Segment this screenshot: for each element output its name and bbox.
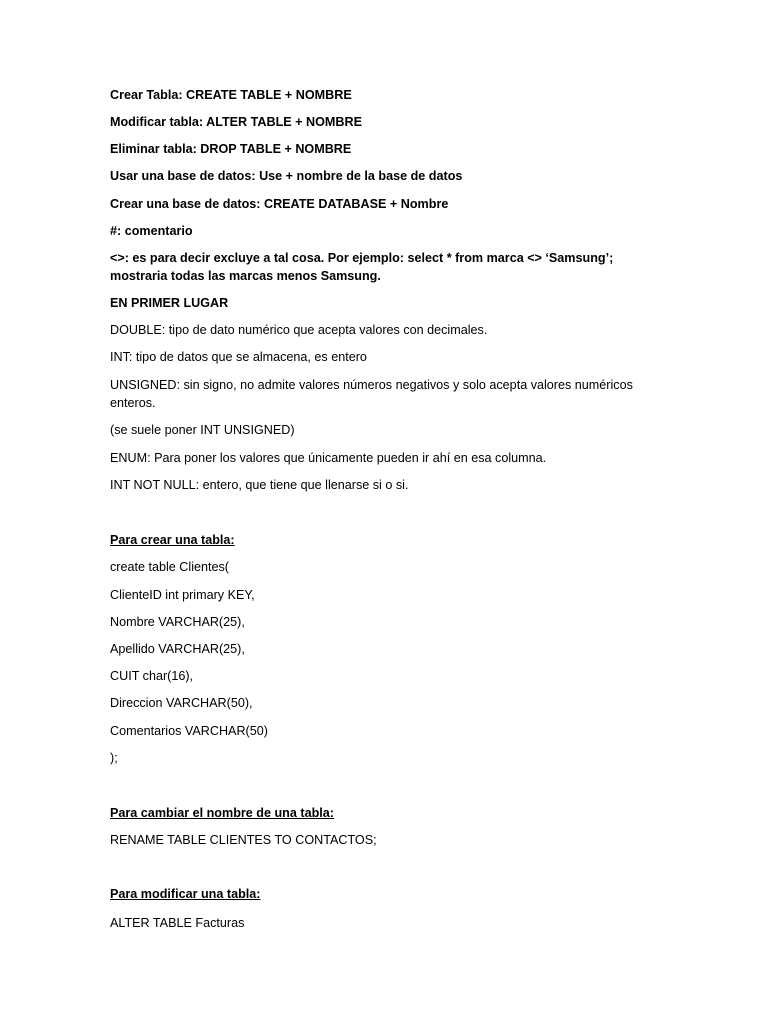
note-double-type: DOUBLE: tipo de dato numérico que acepta valores con decimales. <box>110 323 488 337</box>
note-use-database: Usar una base de datos: Use + nombre de la base de datos <box>110 169 463 183</box>
alter-table-code: ALTER TABLE Facturas <box>110 916 245 930</box>
rename-table-code: RENAME TABLE CLIENTES TO CONTACTOS; <box>110 833 377 847</box>
note-create-table: Crear Tabla: CREATE TABLE + NOMBRE <box>110 88 352 102</box>
note-not-equal-operator: <>: es para decir excluye a tal cosa. Por ejemplo: select * from marca <> ‘Samsung’; mostraria todas las marcas menos Samsung. <box>110 251 614 283</box>
code-line: CUIT char(16), <box>110 669 194 683</box>
code-line: Apellido VARCHAR(25), <box>110 642 245 656</box>
code-line: Comentarios VARCHAR(50) <box>110 724 268 738</box>
alter-table-heading: Para modificar una tabla: <box>110 887 261 901</box>
note-int-unsigned: (se suele poner INT UNSIGNED) <box>110 423 295 437</box>
code-line: ); <box>110 751 118 765</box>
note-create-database: Crear una base de datos: CREATE DATABASE + Nombre <box>110 197 449 211</box>
create-table-heading: Para crear una tabla: <box>110 533 235 547</box>
note-drop-table: Eliminar tabla: DROP TABLE + NOMBRE <box>110 142 352 156</box>
code-line: create table Clientes( <box>110 560 230 574</box>
note-comment: #: comentario <box>110 224 193 238</box>
note-int-not-null: INT NOT NULL: entero, que tiene que llenarse si o si. <box>110 478 409 492</box>
note-int-type: INT: tipo de datos que se almacena, es entero <box>110 350 367 364</box>
note-alter-table: Modificar tabla: ALTER TABLE + NOMBRE <box>110 115 362 129</box>
code-line: Direccion VARCHAR(50), <box>110 696 253 710</box>
note-unsigned: UNSIGNED: sin signo, no admite valores números negativos y solo acepta valores numéricos enteros. <box>110 378 633 410</box>
note-first-place: EN PRIMER LUGAR <box>110 296 229 310</box>
code-line: ClienteID int primary KEY, <box>110 588 255 602</box>
rename-table-heading: Para cambiar el nombre de una tabla: <box>110 806 334 820</box>
code-line: Nombre VARCHAR(25), <box>110 615 245 629</box>
note-enum-type: ENUM: Para poner los valores que únicamente pueden ir ahí en esa columna. <box>110 451 547 465</box>
